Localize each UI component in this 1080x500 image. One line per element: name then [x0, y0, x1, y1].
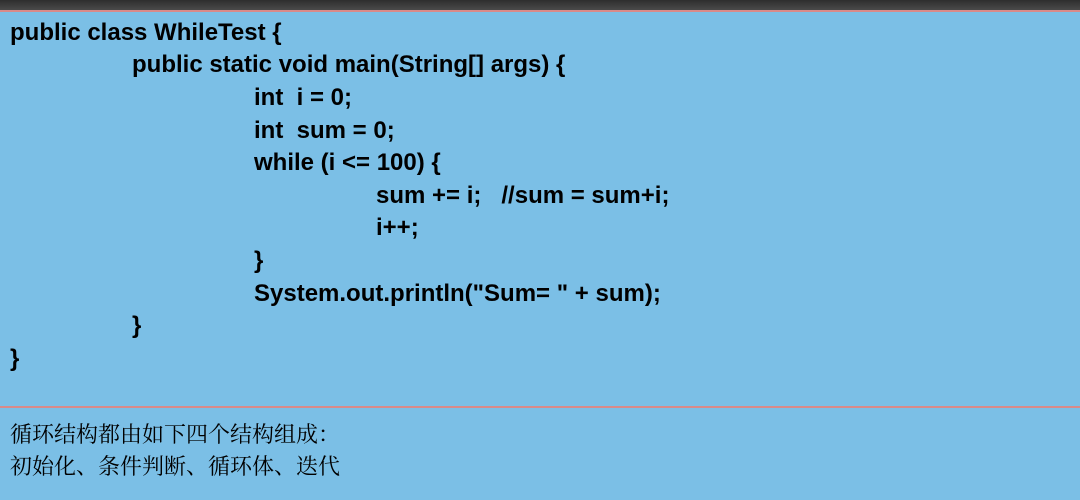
code-panel — [0, 10, 1080, 408]
code-line-main-method: public static void main(String[] args) { — [132, 51, 566, 78]
code-line-while-condition: while (i <= 100) { — [254, 149, 441, 176]
note-panel — [0, 408, 1080, 500]
note-line-structure-intro: 循环结构都由如下四个结构组成： — [10, 423, 341, 448]
top-frame-strip — [0, 0, 1080, 10]
code-line-increment: i++; — [376, 214, 419, 241]
note-line-structure-parts: 初始化、条件判断、循环体、迭代 — [10, 455, 341, 480]
code-line-sum-accumulate: sum += i; //sum = sum+i; — [376, 182, 670, 209]
code-line-main-close: } — [132, 312, 142, 339]
code-line-println: System.out.println("Sum= " + sum); — [254, 280, 661, 307]
code-line-init-i: int i = 0; — [254, 84, 353, 111]
code-line-class-declaration: public class WhileTest { — [10, 19, 282, 46]
code-line-while-close: } — [254, 247, 264, 274]
code-line-init-sum: int sum = 0; — [254, 117, 395, 144]
code-line-class-close: } — [10, 345, 20, 372]
